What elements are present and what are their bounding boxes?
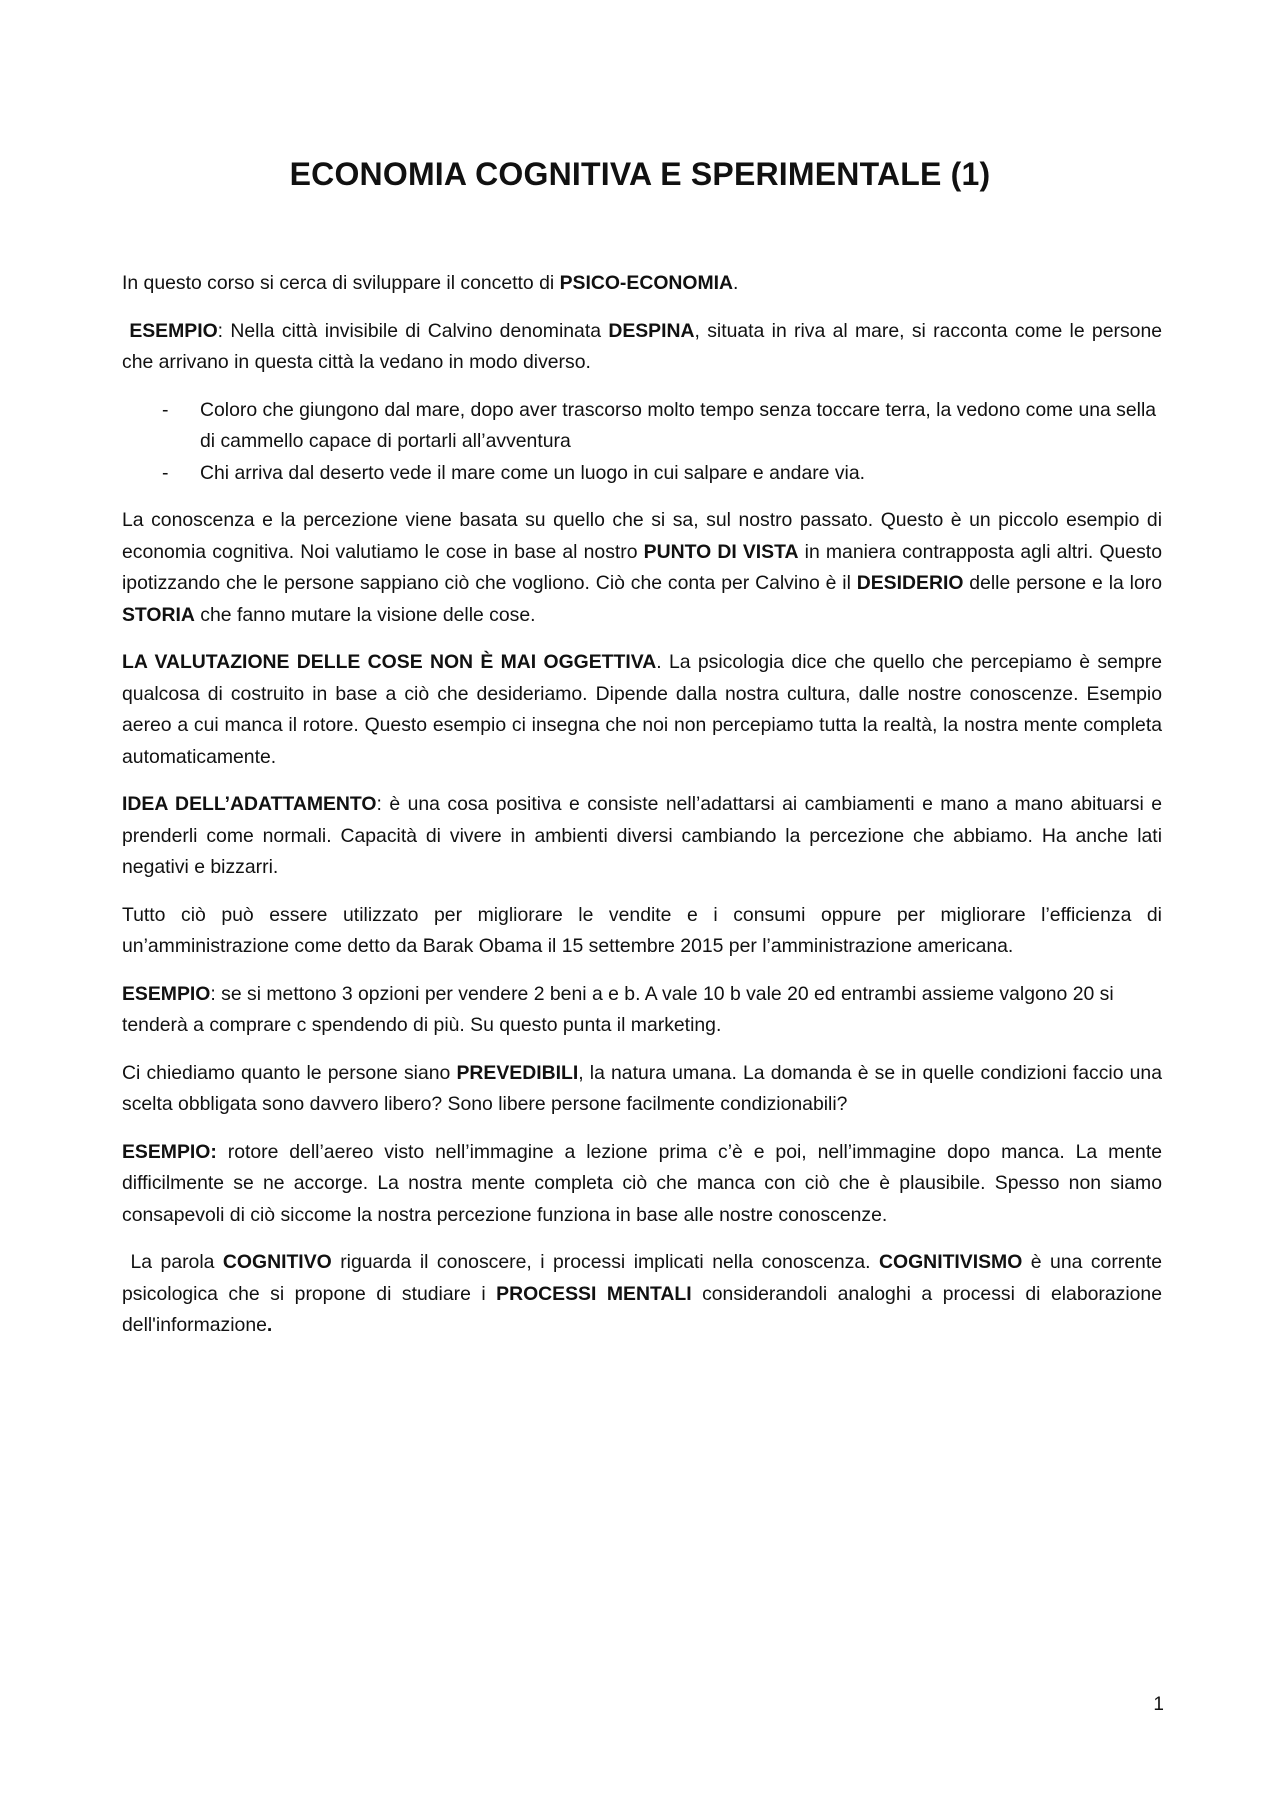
bullet-list xyxy=(122,395,1162,490)
text: : Nella città invisibile di Calvino denominata xyxy=(217,319,609,342)
bold-term: COGNITIVO xyxy=(222,1251,332,1273)
text: Ci chiediamo quanto le persone siano xyxy=(122,1061,457,1084)
text: La parola xyxy=(122,1251,223,1273)
bold-term: PUNTO DI VISTA xyxy=(643,540,799,563)
paragraph-intro xyxy=(122,268,1162,300)
bold-term: ESEMPIO xyxy=(122,982,211,1005)
text: , situata in riva al mare, si racconta come le persone che arrivano in questa città la vedano in modo diverso. xyxy=(122,319,1163,373)
list-item xyxy=(122,395,1162,458)
dash-bullet: - xyxy=(162,398,169,421)
text: In questo corso si cerca di sviluppare il concetto di xyxy=(122,272,560,294)
bold-term: ESEMPIO: xyxy=(122,1140,217,1163)
bold-term: PREVEDIBILI xyxy=(456,1061,579,1084)
page-title: ECONOMIA COGNITIVA E SPERIMENTALE (1) xyxy=(289,156,991,192)
text: considerandoli analoghi a processi di elaborazione dell'informazione xyxy=(122,1282,1163,1336)
text: rotore dell’aereo visto nell’immagine a lezione prima c’è e poi, nell’immagine dopo manca. La mente difficilmente se ne accorge. La nostra mente completa ciò che manca con ciò che è plausibile. Spesso non siamo consapevoli di ciò siccome la nostra percezione funziona in base alle nostre conoscenze. xyxy=(122,1140,1162,1226)
text: : se si mettono 3 opzioni per vendere 2 beni a e b. A vale 10 b vale 20 ed entrambi assieme valgono 20 si tenderà a comprare c spendendo di più. Su questo punta il marketing. xyxy=(122,982,1114,1036)
text: delle persone e la loro xyxy=(963,572,1162,594)
paragraph-cognitive xyxy=(122,1247,1162,1342)
text: che fanno mutare la visione delle cose. xyxy=(194,603,536,626)
bold-term: PSICO-ECONOMIA xyxy=(559,272,734,294)
list-item xyxy=(122,458,1162,490)
text: . La psicologia dice che quello che percepiamo è sempre qualcosa di costruito in base a ciò che desideriamo. Dipende dalla nostra cultura, dalle nostre conoscenze. Esempio aereo a cui manca il rotore. Questo esempio ci insegna che noi non percepiamo tutta la realtà, la nostra mente completa automaticamente. xyxy=(122,651,1162,768)
paragraph-valuation xyxy=(122,647,1162,773)
paragraph-knowledge xyxy=(122,505,1162,631)
text: La conoscenza e la percezione viene basata su quello che si sa, sul nostro passato. Questo è un piccolo esempio di economia cognitiva. Noi valutiamo le cose in base al nostro xyxy=(122,509,1162,563)
paragraph-adaptation xyxy=(122,789,1162,884)
bold-term: IDEA DELL’ADATTAMENTO xyxy=(122,793,377,815)
text: Tutto ciò può essere utilizzato per migliorare le vendite e i consumi oppure per migliorare l’efficienza di un’amministrazione come detto da Barak Obama il 15 settembre 2015 per l’amministrazione americana. xyxy=(122,903,1162,957)
document-body xyxy=(122,268,1162,1358)
list-item-text: Coloro che giungono dal mare, dopo aver trascorso molto tempo senza toccare terra, la vedono come una sella di cammello capace di portarli all’avventura xyxy=(200,398,1157,452)
text: è una corrente psicologica che si propone di studiare i xyxy=(122,1251,1162,1305)
bold-term: DESPINA xyxy=(608,319,695,342)
paragraph-sales xyxy=(122,900,1162,963)
paragraph-example-options xyxy=(122,979,1162,1042)
text: riguarda il conoscere, i processi implicati nella conoscenza. xyxy=(331,1251,880,1273)
page-number: 1 xyxy=(1153,1694,1164,1715)
dash-bullet: - xyxy=(162,461,169,484)
bold-term: LA VALUTAZIONE DELLE COSE NON È MAI OGGETTIVA xyxy=(122,651,657,673)
bold-term: DESIDERIO xyxy=(856,572,964,594)
bold-term: STORIA xyxy=(122,603,195,626)
bold-term: ESEMPIO xyxy=(129,319,218,342)
paragraph-example-rotor xyxy=(122,1137,1162,1232)
bold-term: PROCESSI MENTALI xyxy=(496,1282,692,1305)
text: : è una cosa positiva e consiste nell’adattarsi ai cambiamenti e mano a mano abituarsi e prenderli come normali. Capacità di vivere in ambienti diversi cambiando la percezione che abbiamo. Ha anche lati negativi e bizzarri. xyxy=(122,793,1162,878)
text: , la natura umana. La domanda è se in quelle condizioni faccio una scelta obbligata sono davvero libero? Sono libere persone facilmente condizionabili? xyxy=(122,1061,1163,1115)
bold-term: . xyxy=(266,1314,273,1336)
paragraph-example-despina xyxy=(122,316,1162,379)
paragraph-predictable xyxy=(122,1058,1162,1121)
text: in maniera contrapposta agli altri. Questo ipotizzando che le persone sappiano ciò che vogliono. Ciò che conta per Calvino è il xyxy=(122,540,1162,594)
bold-term: COGNITIVISMO xyxy=(879,1251,1023,1273)
text: . xyxy=(733,272,739,294)
list-item-text: Chi arriva dal deserto vede il mare come un luogo in cui salpare e andare via. xyxy=(200,461,866,484)
